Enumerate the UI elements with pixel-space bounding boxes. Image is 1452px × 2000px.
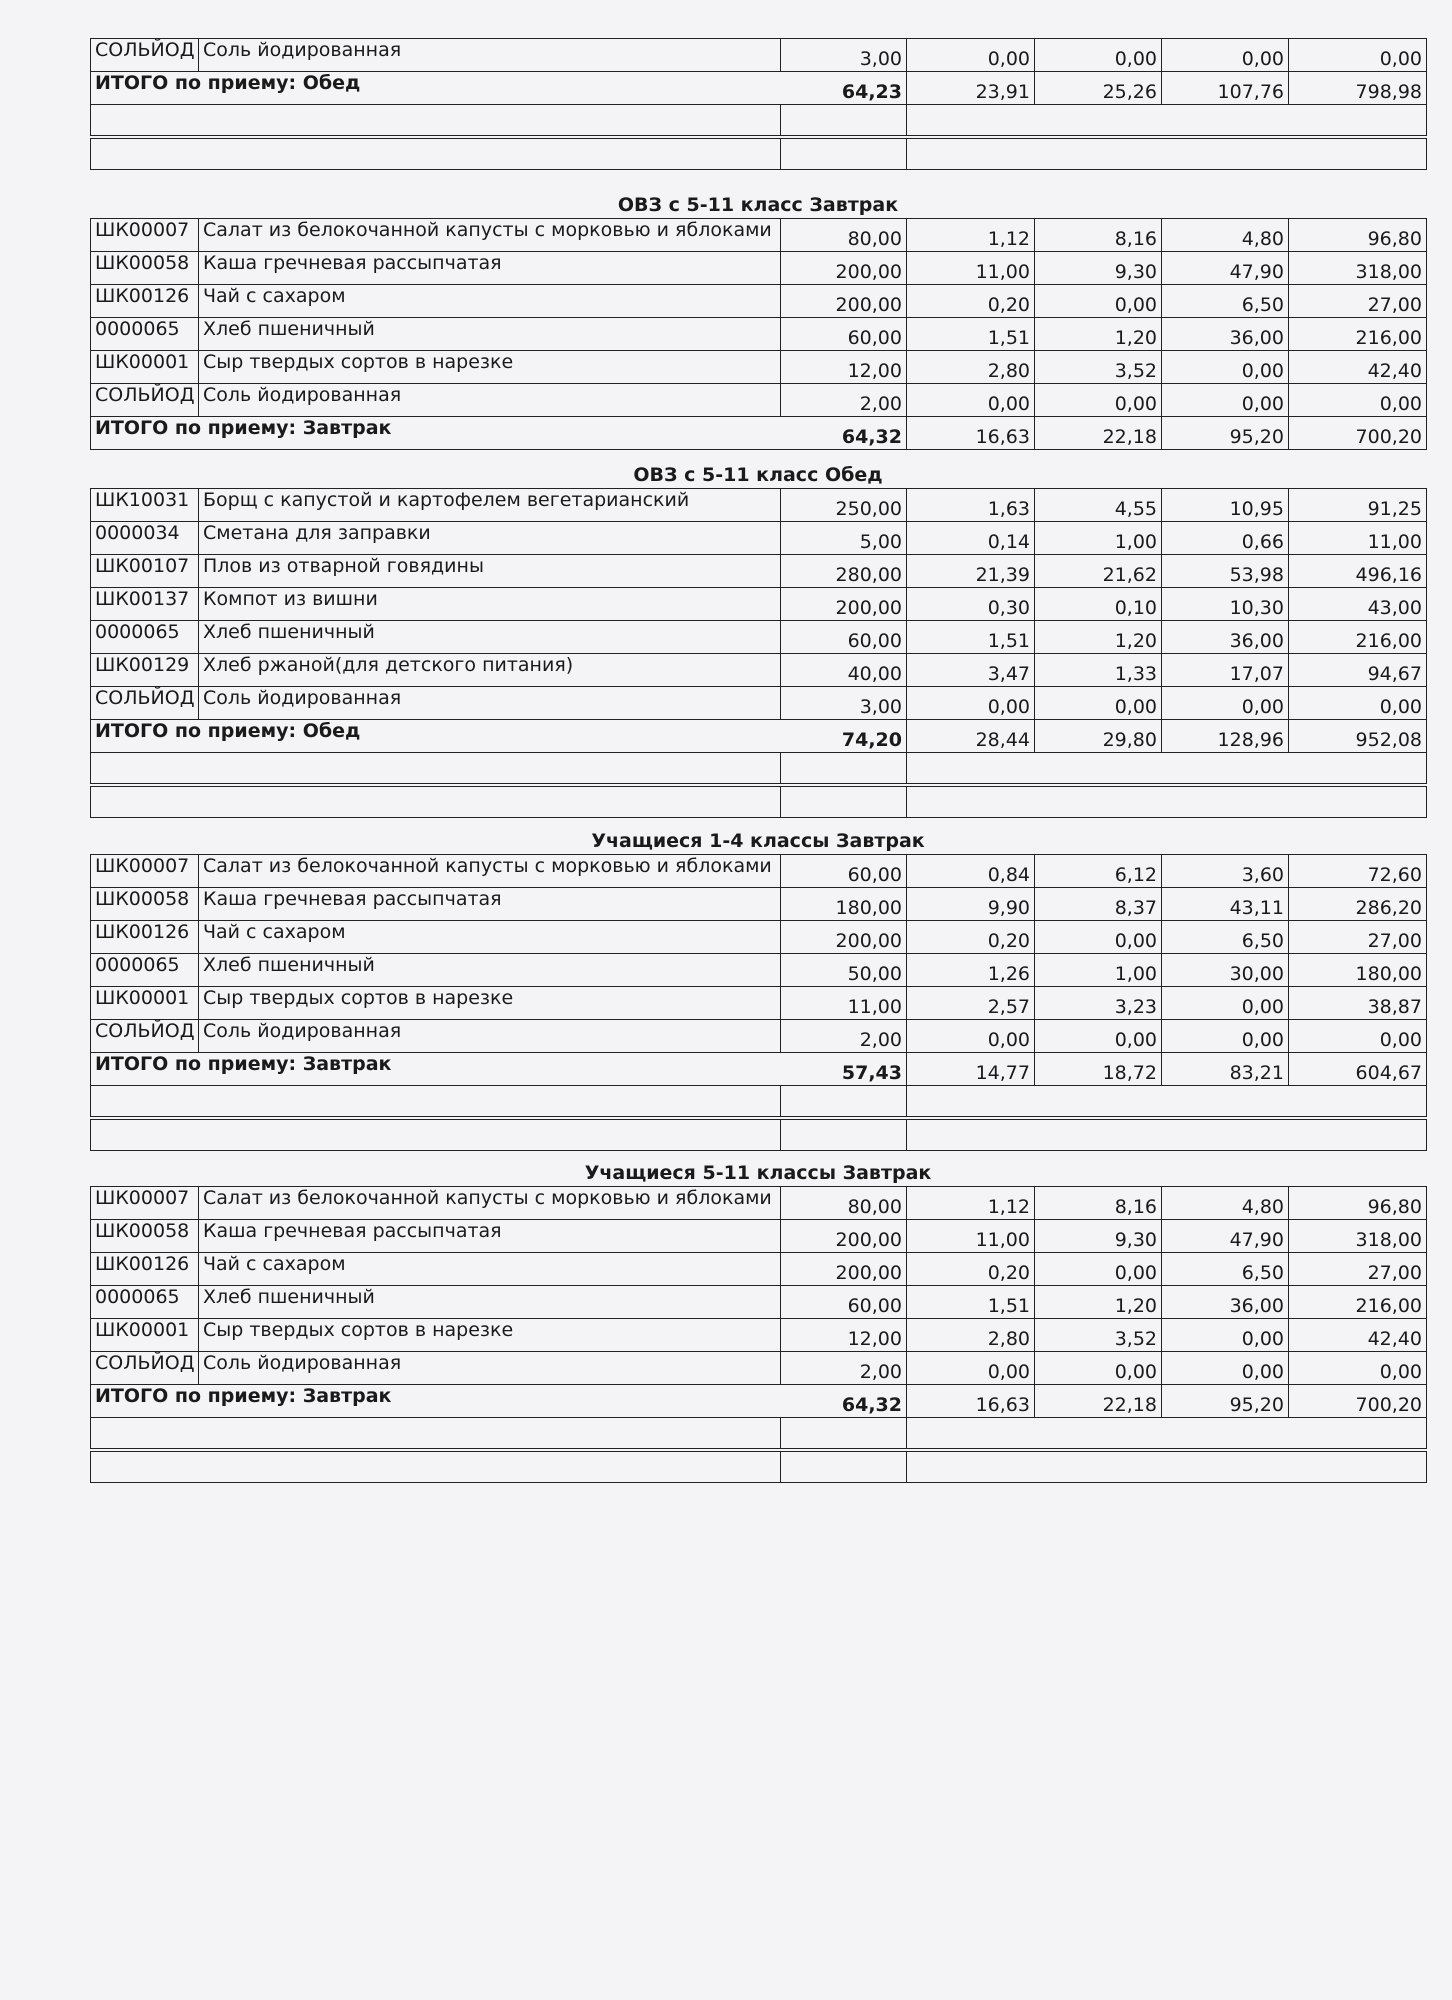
item-value-v1: 0,20	[907, 1253, 1035, 1286]
item-quantity: 60,00	[781, 855, 907, 888]
item-value-v1: 0,00	[907, 687, 1035, 720]
total-label: ИТОГО по приему: Завтрак	[91, 1385, 781, 1418]
item-quantity: 200,00	[781, 252, 907, 285]
item-value-v3: 0,00	[1162, 351, 1289, 384]
total-value-v4: 604,67	[1289, 1053, 1427, 1086]
item-value-v3: 10,95	[1162, 489, 1289, 522]
item-value-v4: 286,20	[1289, 888, 1427, 921]
blank-row	[91, 1450, 1427, 1483]
item-value-v3: 0,00	[1162, 39, 1289, 72]
total-value-v1: 14,77	[907, 1053, 1035, 1086]
menu-table	[90, 488, 1427, 818]
item-value-v3: 6,50	[1162, 921, 1289, 954]
item-quantity: 250,00	[781, 489, 907, 522]
item-code: ШК00007	[91, 219, 199, 252]
item-quantity: 2,00	[781, 1352, 907, 1385]
table-row	[91, 489, 1427, 522]
table-row	[91, 1319, 1427, 1352]
blank-cell	[781, 753, 907, 786]
item-quantity: 50,00	[781, 954, 907, 987]
item-value-v4: 38,87	[1289, 987, 1427, 1020]
blank-cell	[91, 753, 781, 786]
item-value-v2: 8,16	[1035, 219, 1162, 252]
total-value-v2: 22,18	[1035, 417, 1162, 450]
item-code: ШК10031	[91, 489, 199, 522]
total-row	[91, 720, 1427, 753]
table-row	[91, 1352, 1427, 1385]
item-value-v2: 6,12	[1035, 855, 1162, 888]
table-row	[91, 1187, 1427, 1220]
item-value-v1: 0,00	[907, 39, 1035, 72]
item-value-v1: 0,20	[907, 921, 1035, 954]
table-row	[91, 588, 1427, 621]
item-name: Сыр твердых сортов в нарезке	[199, 987, 781, 1020]
total-label: ИТОГО по приему: Завтрак	[91, 417, 781, 450]
item-code: ШК00126	[91, 285, 199, 318]
item-value-v3: 47,90	[1162, 1220, 1289, 1253]
item-value-v2: 1,00	[1035, 522, 1162, 555]
total-value-v4: 700,20	[1289, 1385, 1427, 1418]
item-value-v1: 0,00	[907, 1352, 1035, 1385]
total-value-v4: 952,08	[1289, 720, 1427, 753]
item-code: СОЛЬЙОД	[91, 687, 199, 720]
blank-cell	[907, 1418, 1427, 1451]
item-value-v2: 0,00	[1035, 285, 1162, 318]
blank-row	[91, 753, 1427, 786]
table-row	[91, 1020, 1427, 1053]
item-value-v1: 1,12	[907, 219, 1035, 252]
total-value-v4: 700,20	[1289, 417, 1427, 450]
item-value-v3: 0,00	[1162, 384, 1289, 417]
blank-cell	[91, 137, 781, 170]
item-code: ШК00126	[91, 921, 199, 954]
total-value-v3: 83,21	[1162, 1053, 1289, 1086]
item-value-v1: 0,84	[907, 855, 1035, 888]
item-code: ШК00007	[91, 855, 199, 888]
table-row	[91, 39, 1427, 72]
item-value-v1: 9,90	[907, 888, 1035, 921]
item-value-v1: 0,30	[907, 588, 1035, 621]
item-value-v4: 318,00	[1289, 1220, 1427, 1253]
blank-cell	[907, 1118, 1427, 1151]
table-row	[91, 219, 1427, 252]
item-quantity: 80,00	[781, 1187, 907, 1220]
item-value-v4: 42,40	[1289, 1319, 1427, 1352]
section-title: Учащиеся 5-11 классы Завтрак	[584, 1162, 932, 1184]
item-quantity: 60,00	[781, 1286, 907, 1319]
item-code: СОЛЬЙОД	[91, 39, 199, 72]
item-name: Хлеб пшеничный	[199, 621, 781, 654]
blank-cell	[781, 785, 907, 818]
item-value-v1: 1,51	[907, 1286, 1035, 1319]
item-value-v4: 96,80	[1289, 1187, 1427, 1220]
table-row	[91, 384, 1427, 417]
item-value-v2: 9,30	[1035, 1220, 1162, 1253]
table-row	[91, 1220, 1427, 1253]
item-value-v3: 10,30	[1162, 588, 1289, 621]
blank-cell	[907, 785, 1427, 818]
item-name: Каша гречневая рассыпчатая	[199, 252, 781, 285]
item-value-v3: 0,00	[1162, 687, 1289, 720]
item-value-v1: 0,00	[907, 1020, 1035, 1053]
blank-cell	[91, 105, 781, 138]
total-value-v3: 107,76	[1162, 72, 1289, 105]
item-value-v4: 11,00	[1289, 522, 1427, 555]
item-value-v4: 27,00	[1289, 1253, 1427, 1286]
blank-cell	[781, 137, 907, 170]
item-value-v4: 0,00	[1289, 384, 1427, 417]
item-code: СОЛЬЙОД	[91, 1352, 199, 1385]
total-row	[91, 72, 1427, 105]
section-title: ОВЗ с 5-11 класс Завтрак	[617, 194, 899, 216]
item-value-v1: 2,57	[907, 987, 1035, 1020]
total-value-v3: 128,96	[1162, 720, 1289, 753]
table-row	[91, 555, 1427, 588]
item-quantity: 60,00	[781, 318, 907, 351]
item-value-v3: 43,11	[1162, 888, 1289, 921]
item-value-v2: 8,16	[1035, 1187, 1162, 1220]
item-value-v2: 0,00	[1035, 39, 1162, 72]
item-name: Соль йодированная	[199, 1020, 781, 1053]
item-value-v4: 216,00	[1289, 318, 1427, 351]
item-value-v1: 0,00	[907, 384, 1035, 417]
item-code: ШК00058	[91, 1220, 199, 1253]
item-value-v3: 4,80	[1162, 1187, 1289, 1220]
table-row	[91, 921, 1427, 954]
item-value-v4: 91,25	[1289, 489, 1427, 522]
section-title: Учащиеся 1-4 классы Завтрак	[591, 830, 925, 852]
item-value-v1: 0,14	[907, 522, 1035, 555]
table-row	[91, 285, 1427, 318]
section-title: ОВЗ с 5-11 класс Обед	[633, 464, 883, 486]
table-row	[91, 954, 1427, 987]
total-quantity: 57,43	[781, 1053, 907, 1086]
item-quantity: 200,00	[781, 1220, 907, 1253]
table-row	[91, 1286, 1427, 1319]
total-value-v1: 23,91	[907, 72, 1035, 105]
menu-section	[90, 462, 1426, 818]
menu-section	[90, 38, 1426, 170]
total-row	[91, 1053, 1427, 1086]
item-value-v1: 2,80	[907, 351, 1035, 384]
blank-row	[91, 1086, 1427, 1119]
item-value-v3: 4,80	[1162, 219, 1289, 252]
item-name: Салат из белокочанной капусты с морковью и яблоками	[199, 219, 781, 252]
item-value-v4: 318,00	[1289, 252, 1427, 285]
item-value-v3: 0,00	[1162, 1352, 1289, 1385]
item-value-v1: 3,47	[907, 654, 1035, 687]
item-code: ШК00137	[91, 588, 199, 621]
item-value-v2: 0,00	[1035, 687, 1162, 720]
item-value-v2: 1,33	[1035, 654, 1162, 687]
table-row	[91, 987, 1427, 1020]
item-quantity: 5,00	[781, 522, 907, 555]
item-quantity: 40,00	[781, 654, 907, 687]
blank-cell	[907, 1086, 1427, 1119]
item-value-v3: 6,50	[1162, 1253, 1289, 1286]
item-value-v2: 3,52	[1035, 1319, 1162, 1352]
total-label: ИТОГО по приему: Обед	[91, 720, 781, 753]
item-quantity: 200,00	[781, 921, 907, 954]
item-value-v4: 0,00	[1289, 39, 1427, 72]
item-value-v3: 36,00	[1162, 621, 1289, 654]
item-value-v2: 1,20	[1035, 1286, 1162, 1319]
item-value-v1: 1,63	[907, 489, 1035, 522]
item-value-v4: 180,00	[1289, 954, 1427, 987]
item-value-v4: 216,00	[1289, 1286, 1427, 1319]
item-code: 0000065	[91, 318, 199, 351]
item-name: Сметана для заправки	[199, 522, 781, 555]
menu-table	[90, 218, 1427, 450]
item-name: Борщ с капустой и картофелем вегетарианский	[199, 489, 781, 522]
blank-row	[91, 105, 1427, 138]
item-name: Хлеб пшеничный	[199, 1286, 781, 1319]
item-code: ШК00001	[91, 351, 199, 384]
item-value-v2: 0,00	[1035, 921, 1162, 954]
item-value-v4: 496,16	[1289, 555, 1427, 588]
item-value-v4: 42,40	[1289, 351, 1427, 384]
item-code: ШК00007	[91, 1187, 199, 1220]
item-code: ШК00058	[91, 888, 199, 921]
item-value-v1: 21,39	[907, 555, 1035, 588]
item-value-v3: 0,66	[1162, 522, 1289, 555]
item-code: 0000065	[91, 1286, 199, 1319]
item-name: Сыр твердых сортов в нарезке	[199, 351, 781, 384]
total-quantity: 64,32	[781, 1385, 907, 1418]
item-value-v2: 1,20	[1035, 318, 1162, 351]
total-value-v2: 18,72	[1035, 1053, 1162, 1086]
total-value-v1: 16,63	[907, 417, 1035, 450]
menu-section	[90, 192, 1426, 450]
total-label: ИТОГО по приему: Обед	[91, 72, 781, 105]
total-quantity: 74,20	[781, 720, 907, 753]
item-code: ШК00001	[91, 1319, 199, 1352]
blank-cell	[907, 105, 1427, 138]
item-name: Соль йодированная	[199, 1352, 781, 1385]
item-name: Плов из отварной говядины	[199, 555, 781, 588]
item-code: СОЛЬЙОД	[91, 384, 199, 417]
item-value-v3: 17,07	[1162, 654, 1289, 687]
blank-cell	[781, 1418, 907, 1451]
item-value-v3: 36,00	[1162, 318, 1289, 351]
menu-table	[90, 1186, 1427, 1483]
item-name: Хлеб пшеничный	[199, 318, 781, 351]
item-value-v2: 1,00	[1035, 954, 1162, 987]
item-value-v3: 0,00	[1162, 987, 1289, 1020]
item-value-v2: 9,30	[1035, 252, 1162, 285]
item-quantity: 12,00	[781, 351, 907, 384]
item-name: Каша гречневая рассыпчатая	[199, 888, 781, 921]
table-row	[91, 687, 1427, 720]
item-value-v1: 1,51	[907, 621, 1035, 654]
item-value-v4: 27,00	[1289, 921, 1427, 954]
item-quantity: 2,00	[781, 384, 907, 417]
item-value-v1: 11,00	[907, 252, 1035, 285]
item-value-v1: 2,80	[907, 1319, 1035, 1352]
item-quantity: 2,00	[781, 1020, 907, 1053]
item-value-v4: 0,00	[1289, 1352, 1427, 1385]
menu-section	[90, 1160, 1426, 1483]
item-name: Чай с сахаром	[199, 1253, 781, 1286]
item-value-v4: 94,67	[1289, 654, 1427, 687]
item-value-v3: 36,00	[1162, 1286, 1289, 1319]
blank-row	[91, 1418, 1427, 1451]
blank-cell	[781, 1450, 907, 1483]
item-quantity: 3,00	[781, 39, 907, 72]
menu-section	[90, 828, 1426, 1151]
item-name: Хлеб пшеничный	[199, 954, 781, 987]
item-value-v1: 1,51	[907, 318, 1035, 351]
blank-cell	[91, 1086, 781, 1119]
total-label: ИТОГО по приему: Завтрак	[91, 1053, 781, 1086]
item-value-v2: 8,37	[1035, 888, 1162, 921]
blank-cell	[781, 1118, 907, 1151]
item-quantity: 3,00	[781, 687, 907, 720]
total-value-v3: 95,20	[1162, 1385, 1289, 1418]
item-quantity: 11,00	[781, 987, 907, 1020]
blank-cell	[91, 1450, 781, 1483]
item-value-v3: 0,00	[1162, 1020, 1289, 1053]
table-row	[91, 522, 1427, 555]
item-value-v1: 11,00	[907, 1220, 1035, 1253]
item-name: Салат из белокочанной капусты с морковью и яблоками	[199, 1187, 781, 1220]
total-quantity: 64,23	[781, 72, 907, 105]
total-value-v4: 798,98	[1289, 72, 1427, 105]
table-row	[91, 252, 1427, 285]
total-value-v1: 16,63	[907, 1385, 1035, 1418]
blank-cell	[91, 1418, 781, 1451]
menu-table	[90, 38, 1427, 170]
table-row	[91, 351, 1427, 384]
item-value-v2: 1,20	[1035, 621, 1162, 654]
table-row	[91, 888, 1427, 921]
item-name: Каша гречневая рассыпчатая	[199, 1220, 781, 1253]
item-quantity: 200,00	[781, 588, 907, 621]
item-name: Сыр твердых сортов в нарезке	[199, 1319, 781, 1352]
item-quantity: 80,00	[781, 219, 907, 252]
item-code: ШК00129	[91, 654, 199, 687]
item-value-v3: 0,00	[1162, 1319, 1289, 1352]
blank-row	[91, 1118, 1427, 1151]
item-value-v2: 3,23	[1035, 987, 1162, 1020]
item-value-v3: 53,98	[1162, 555, 1289, 588]
item-value-v3: 30,00	[1162, 954, 1289, 987]
total-value-v3: 95,20	[1162, 417, 1289, 450]
total-value-v2: 29,80	[1035, 720, 1162, 753]
table-row	[91, 855, 1427, 888]
total-value-v2: 25,26	[1035, 72, 1162, 105]
item-name: Чай с сахаром	[199, 921, 781, 954]
item-value-v2: 0,00	[1035, 1020, 1162, 1053]
item-value-v4: 0,00	[1289, 1020, 1427, 1053]
item-value-v4: 72,60	[1289, 855, 1427, 888]
total-row	[91, 417, 1427, 450]
item-name: Салат из белокочанной капусты с морковью и яблоками	[199, 855, 781, 888]
item-value-v2: 0,00	[1035, 384, 1162, 417]
item-value-v3: 3,60	[1162, 855, 1289, 888]
total-value-v2: 22,18	[1035, 1385, 1162, 1418]
item-name: Чай с сахаром	[199, 285, 781, 318]
item-value-v3: 47,90	[1162, 252, 1289, 285]
item-name: Соль йодированная	[199, 384, 781, 417]
blank-cell	[91, 785, 781, 818]
blank-cell	[907, 137, 1427, 170]
blank-cell	[907, 1450, 1427, 1483]
item-code: 0000065	[91, 954, 199, 987]
total-row	[91, 1385, 1427, 1418]
total-quantity: 64,32	[781, 417, 907, 450]
item-code: ШК00001	[91, 987, 199, 1020]
item-code: ШК00107	[91, 555, 199, 588]
blank-cell	[91, 1118, 781, 1151]
menu-table	[90, 854, 1427, 1151]
item-value-v4: 27,00	[1289, 285, 1427, 318]
item-name: Соль йодированная	[199, 39, 781, 72]
item-code: ШК00058	[91, 252, 199, 285]
item-quantity: 60,00	[781, 621, 907, 654]
table-row	[91, 621, 1427, 654]
item-name: Компот из вишни	[199, 588, 781, 621]
item-quantity: 280,00	[781, 555, 907, 588]
item-value-v2: 0,00	[1035, 1352, 1162, 1385]
item-value-v1: 1,12	[907, 1187, 1035, 1220]
blank-cell	[907, 753, 1427, 786]
item-value-v4: 216,00	[1289, 621, 1427, 654]
item-value-v4: 0,00	[1289, 687, 1427, 720]
item-value-v2: 21,62	[1035, 555, 1162, 588]
item-value-v2: 4,55	[1035, 489, 1162, 522]
blank-row	[91, 137, 1427, 170]
item-value-v2: 0,10	[1035, 588, 1162, 621]
item-code: 0000065	[91, 621, 199, 654]
item-value-v4: 96,80	[1289, 219, 1427, 252]
item-quantity: 200,00	[781, 285, 907, 318]
item-value-v3: 6,50	[1162, 285, 1289, 318]
blank-cell	[781, 1086, 907, 1119]
table-row	[91, 1253, 1427, 1286]
item-code: 0000034	[91, 522, 199, 555]
item-value-v1: 1,26	[907, 954, 1035, 987]
item-quantity: 200,00	[781, 1253, 907, 1286]
item-quantity: 180,00	[781, 888, 907, 921]
item-code: ШК00126	[91, 1253, 199, 1286]
item-name: Хлеб ржаной(для детского питания)	[199, 654, 781, 687]
item-value-v1: 0,20	[907, 285, 1035, 318]
item-name: Соль йодированная	[199, 687, 781, 720]
item-code: СОЛЬЙОД	[91, 1020, 199, 1053]
item-value-v4: 43,00	[1289, 588, 1427, 621]
item-value-v2: 0,00	[1035, 1253, 1162, 1286]
blank-row	[91, 785, 1427, 818]
total-value-v1: 28,44	[907, 720, 1035, 753]
table-row	[91, 654, 1427, 687]
item-value-v2: 3,52	[1035, 351, 1162, 384]
blank-cell	[781, 105, 907, 138]
table-row	[91, 318, 1427, 351]
item-quantity: 12,00	[781, 1319, 907, 1352]
